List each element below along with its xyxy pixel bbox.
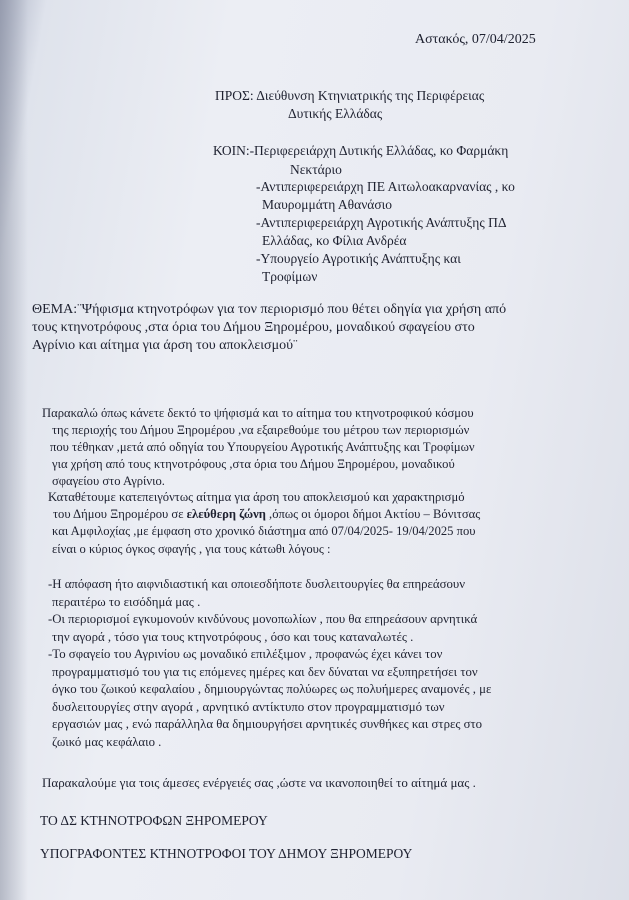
copies-line-1: ΚΟΙΝ:-Περιφερειάρχη Δυτικής Ελλάδας, κο Φαρμάκη [213,143,509,158]
free-zone-bold: ελεύθερη ζώνη [186,507,266,521]
paragraph1-line-8: και Αμφιλοχίας ,με έμφαση στο χρονικό διάστημα από 07/04/2025- 19/04/2025 που [52,524,476,538]
paragraph1-line-4: για χρήση από τους κτηνοτρόφους ,στα όρια του Δήμου Ξηρομέρου, μοναδικού [52,457,455,471]
recipient-line-2: Δυτικής Ελλάδας [288,106,383,121]
subject-line-2: τους κτηνοτρόφους ,στα όρια του Δήμου Ξηρομέρου, μοναδικού σφαγείου στο [32,320,475,335]
paragraph1-text-after: ,όπως οι όμοροι δήμοι Ακτίου – Βόνιτσας [265,507,481,521]
copies-line-3: -Αντιπεριφερειάρχη ΠΕ Αιτωλοακαρνανίας , κο [256,179,515,194]
reason-line-2: περαιτέρω το εισόδημά μας . [52,595,201,609]
paragraph1-line-9: είναι ο κύριος όγκος σφαγής , για τους κάτωθι λόγους : [52,542,331,556]
paragraph1-text-before: του Δήμου Ξηρομέρου σε [53,507,187,521]
reason-line-6: προγραμματισμό του για τις επόμενες ημέρες και δεν δύναται να εξυπηρετήσει τον [52,665,478,679]
copies-line-7: -Υπουργείο Αγροτικής Ανάπτυξης και [256,251,461,266]
copies-line-8: Τροφίμων [262,269,318,284]
copies-line-4: Μαυρομμάτη Αθανάσιο [262,197,393,212]
paragraph1-line-3: που τέθηκαν ,μετά από οδηγία του Υπουργείου Αγροτικής Ανάπτυξης και Τροφίμων [50,440,475,454]
paragraph1-line-6: Καταθέτουμε κατεπειγόντως αίτημα για άρση του αποκλεισμού και χαρακτηρισμό [48,490,465,504]
reason-line-9: εργασιών μας , ενώ παράλληλα θα δημιουργήσει αρνητικές συνθήκες και στρες στο [52,717,483,731]
reason-line-5: -Το σφαγείο του Αγρινίου ως μοναδικό επιλέξιμον , προφανώς έχει κάνει τον [48,647,443,661]
reason-line-10: ζωικό μας κεφάλαιο . [52,735,162,749]
reason-line-3: -Οι περιορισμοί εγκυμονούν κινδύνους μονοπωλίων , που θα επηρεάσουν αρνητικά [48,612,478,626]
copies-line-6: Ελλάδας, κο Φίλια Ανδρέα [262,233,407,248]
copies-line-2: Νεκτάριο [290,162,342,177]
signature-farmers: ΥΠΟΓΡΑΦΟΝΤΕΣ ΚΤΗΝΟΤΡΟΦΟΙ ΤΟΥ ΔΗΜΟΥ ΞΗΡΟΜΕΡΟΥ [40,846,413,861]
reason-line-8: δυσλειτουργίες στην αγορά , αρνητικό αντίκτυπο στον προγραμματισμό των [52,700,445,714]
signature-board: ΤΟ ΔΣ ΚΤΗΝΟΤΡΟΦΩΝ ΞΗΡΟΜΕΡΟΥ [40,813,268,828]
recipient-line-1: ΠΡΟΣ: Διεύθυνση Κτηνιατρικής της Περιφέρειας [215,88,485,103]
reason-line-4: την αγορά , τόσο για τους κτηνοτρόφους , όσο και τους καταναλωτές . [52,630,414,644]
page-shadow [0,0,28,900]
paragraph1-line-7 [53,506,480,523]
subject-line-1: ΘΕΜΑ:¨Ψήφισμα κτηνοτρόφων για τον περιορισμό που θέτει οδηγία για χρήση από [32,302,507,317]
reason-line-1: -Η απόφαση ήτο αιφνιδιαστική και οποιεσδήποτε δυσλειτουργίες θα επηρεάσουν [48,577,466,591]
closing-text: Παρακαλούμε για τοις άμεσες ενέργειές σας ,ώστε να ικανοποιηθεί το αίτημά μας . [42,775,476,790]
paragraph1-line-2: της περιοχής του Δήμου Ξηρομέρου ,να εξαιρεθούμε του μέτρου των περιορισμών [52,423,470,437]
date-line: Αστακός, 07/04/2025 [415,32,536,47]
subject-line-3: Αγρίνιο και αίτημα για άρση του αποκλεισμού¨ [32,338,298,353]
paragraph1-line-5: σφαγείου στο Αγρίνιο. [52,474,165,488]
copies-line-5: -Αντιπεριφερειάρχη Αγροτικής Ανάπτυξης ΠΔ [256,215,507,230]
paragraph1-line-1: Παρακαλώ όπως κάνετε δεκτό το ψήφισμά και το αίτημα του κτηνοτροφικού κόσμου [42,406,474,420]
reason-line-7: όγκο του ζωικού κεφαλαίου , δημιουργώντας πολύωρες ως πολυήμερες αναμονές , με [52,682,492,696]
